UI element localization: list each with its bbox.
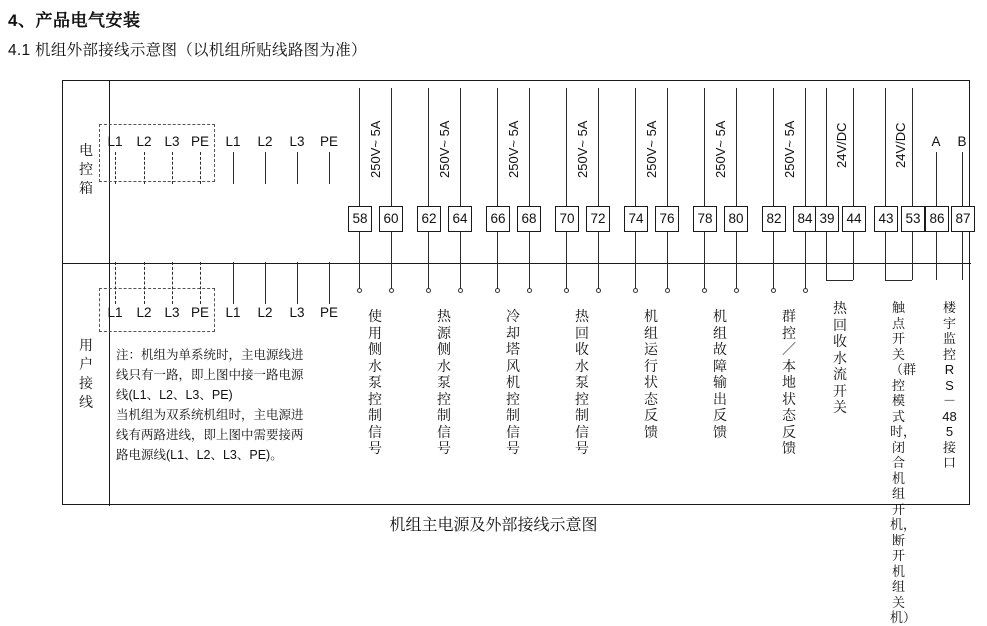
signal-rating-8: 24V/DC <box>893 122 908 168</box>
power-label-b4-top: PE <box>319 134 338 149</box>
signal-wire-7-b-lower <box>853 232 854 280</box>
bus-label-b: B <box>957 134 967 149</box>
row-label-control-box-c3: 箱 <box>79 180 93 196</box>
signal-wire-8-b-lower <box>912 232 913 280</box>
signal-wire-6-a-lower <box>773 232 774 290</box>
note-line-5: 路电源线(L1、L2、L3、PE)。 <box>116 448 283 462</box>
signal-wire-9-a <box>936 152 937 206</box>
signal-rating-3: 250V~ 5A <box>575 120 590 178</box>
signal-connector-2-a <box>495 288 500 293</box>
note-line-3: 当机组为双系统机组时，主电源进 <box>116 408 304 422</box>
signal-terminal-box-2-b: 68 <box>517 206 541 232</box>
power-wire-a2 <box>144 152 145 184</box>
signal-terminal-box-0-b: 60 <box>379 206 403 232</box>
signal-wire-4-b-lower <box>667 232 668 290</box>
signal-wire-1-a-lower <box>428 232 429 290</box>
signal-terminal-box-8-a: 43 <box>874 206 898 232</box>
signal-connector-1-a <box>426 288 431 293</box>
signal-wire-5-a <box>704 88 705 218</box>
signal-label-6: 群控／本地状态反馈 <box>782 308 796 456</box>
signal-connector-6-b <box>803 288 808 293</box>
power-wire-b3-lower <box>297 262 298 304</box>
power-label-b3-top: L3 <box>289 134 305 149</box>
signal-rating-2: 250V~ 5A <box>506 120 521 178</box>
signal-wire-0-a <box>359 88 360 218</box>
note-line-1: 线只有一路，即上图中接一路电源 <box>116 368 304 382</box>
signal-wire-6-b-lower <box>805 232 806 290</box>
signal-wire-0-a-lower <box>359 232 360 290</box>
signal-wire-6-b <box>805 88 806 218</box>
signal-wire-0-b-lower <box>391 232 392 290</box>
power-wire-b4 <box>329 152 330 184</box>
signal-terminal-box-1-b: 64 <box>448 206 472 232</box>
signal-terminal-box-4-a: 74 <box>624 206 648 232</box>
subsection-heading: 4.1 机组外部接线示意图（以机组所贴线路图为准） <box>8 42 367 59</box>
signal-wire-1-b <box>460 88 461 218</box>
figure-caption: 机组主电源及外部接线示意图 <box>389 517 598 534</box>
power-label-b1-bottom: L1 <box>225 305 241 320</box>
signal-terminal-box-0-a: 58 <box>348 206 372 232</box>
signal-wire-8-a <box>885 88 886 206</box>
signal-connector-3-a <box>564 288 569 293</box>
power-wire-b1-lower <box>233 262 234 304</box>
signal-wire-7-a <box>826 88 827 206</box>
signal-terminal-box-5-a: 78 <box>693 206 717 232</box>
power-label-b4-bottom: PE <box>319 305 338 320</box>
signal-rating-1: 250V~ 5A <box>437 120 452 178</box>
signal-terminal-box-5-b: 80 <box>724 206 748 232</box>
row-label-user-wiring-c4: 线 <box>79 394 93 410</box>
signal-wire-4-b <box>667 88 668 218</box>
signal-bridge-8 <box>885 280 912 281</box>
signal-wire-3-b <box>598 88 599 218</box>
power-wire-a4-lower <box>200 262 201 304</box>
power-label-a3-bottom: L3 <box>164 305 180 320</box>
signal-rating-5: 250V~ 5A <box>713 120 728 178</box>
power-group-a-dashed-box-top <box>99 124 215 182</box>
power-label-a4-top: PE <box>190 134 209 149</box>
signal-label-7: 热回收水流开关 <box>833 300 847 415</box>
signal-wire-1-a <box>428 88 429 218</box>
signal-wire-3-a-lower <box>566 232 567 290</box>
signal-connector-5-b <box>734 288 739 293</box>
signal-wire-9-a-lower <box>936 232 937 280</box>
signal-wire-8-a-lower <box>885 232 886 280</box>
power-label-b1-top: L1 <box>225 134 241 149</box>
signal-terminal-box-8-b: 53 <box>901 206 925 232</box>
signal-connector-0-b <box>389 288 394 293</box>
signal-connector-0-a <box>357 288 362 293</box>
power-wire-b3 <box>297 152 298 184</box>
signal-wire-3-a <box>566 88 567 218</box>
signal-connector-5-a <box>702 288 707 293</box>
signal-terminal-box-7-b: 44 <box>842 206 866 232</box>
signal-connector-3-b <box>596 288 601 293</box>
signal-wire-9-b-lower <box>962 232 963 280</box>
signal-wire-2-b-lower <box>529 232 530 290</box>
signal-terminal-box-7-a: 39 <box>815 206 839 232</box>
row-label-control-box-c1: 电 <box>79 142 93 158</box>
signal-terminal-box-3-a: 70 <box>555 206 579 232</box>
power-wire-b2 <box>265 152 266 184</box>
power-label-a2-top: L2 <box>136 134 152 149</box>
signal-wire-5-a-lower <box>704 232 705 290</box>
signal-label-0: 使用侧水泵控制信号 <box>368 308 382 456</box>
signal-connector-4-a <box>633 288 638 293</box>
signal-label-9: 楼宇监控RS－485接口 <box>942 300 957 470</box>
signal-rating-4: 250V~ 5A <box>644 120 659 178</box>
power-label-b2-bottom: L2 <box>257 305 273 320</box>
signal-wire-8-b <box>912 88 913 206</box>
power-label-b2-top: L2 <box>257 134 273 149</box>
signal-wire-2-b <box>529 88 530 218</box>
signal-terminal-box-1-a: 62 <box>417 206 441 232</box>
power-wire-a2-lower <box>144 262 145 304</box>
power-wire-b2-lower <box>265 262 266 304</box>
note-line-2: 线(L1、L2、L3、PE) <box>116 388 233 402</box>
signal-wire-9-b <box>962 152 963 206</box>
row-label-control-box-c2: 控 <box>79 161 93 177</box>
row-label-user-wiring-c1: 用 <box>79 337 93 353</box>
signal-wire-5-b <box>736 88 737 218</box>
signal-terminal-box-2-a: 66 <box>486 206 510 232</box>
power-wire-b1 <box>233 152 234 184</box>
power-label-a4-bottom: PE <box>190 305 209 320</box>
signal-wire-2-a <box>497 88 498 218</box>
signal-bridge-7 <box>826 280 853 281</box>
signal-rating-0: 250V~ 5A <box>368 120 383 178</box>
signal-wire-2-a-lower <box>497 232 498 290</box>
note-line-4: 线有两路进线，即上图中需要接两 <box>116 428 304 442</box>
signal-rating-6: 250V~ 5A <box>782 120 797 178</box>
power-wire-a3 <box>172 152 173 184</box>
signal-connector-4-b <box>665 288 670 293</box>
signal-wire-6-a <box>773 88 774 218</box>
signal-wire-4-a-lower <box>635 232 636 290</box>
power-label-a1-bottom: L1 <box>107 305 123 320</box>
power-label-a2-bottom: L2 <box>136 305 152 320</box>
signal-wire-7-b <box>853 88 854 206</box>
signal-terminal-box-4-b: 76 <box>655 206 679 232</box>
power-label-a1-top: L1 <box>107 134 123 149</box>
signal-connector-2-b <box>527 288 532 293</box>
power-label-a3-top: L3 <box>164 134 180 149</box>
signal-connector-1-b <box>458 288 463 293</box>
signal-wire-4-a <box>635 88 636 218</box>
signal-label-3: 热回收水泵控制信号 <box>575 308 589 456</box>
installation-note <box>116 345 346 465</box>
signal-connector-6-a <box>771 288 776 293</box>
signal-terminal-box-6-b: 84 <box>793 206 817 232</box>
signal-label-5: 机组故障输出反馈 <box>713 308 727 440</box>
signal-label-4: 机组运行状态反馈 <box>644 308 658 440</box>
power-wire-b4-lower <box>329 262 330 304</box>
signal-terminal-box-3-b: 72 <box>586 206 610 232</box>
power-wire-a3-lower <box>172 262 173 304</box>
signal-wire-7-a-lower <box>826 232 827 280</box>
signal-terminal-box-6-a: 82 <box>762 206 786 232</box>
signal-wire-3-b-lower <box>598 232 599 290</box>
power-wire-a4 <box>200 152 201 184</box>
signal-label-8: 触点开关（群控模式时，闭合机组开机，断开机组关机） <box>890 300 917 625</box>
row-label-user-wiring <box>63 336 109 412</box>
signal-wire-0-b <box>391 88 392 218</box>
signal-label-1: 热源侧水泵控制信号 <box>437 308 451 456</box>
power-label-b3-bottom: L3 <box>289 305 305 320</box>
bus-label-a: A <box>931 134 941 149</box>
signal-terminal-box-9-a: 86 <box>925 206 949 232</box>
signal-rating-7: 24V/DC <box>834 122 849 168</box>
signal-terminal-box-9-b: 87 <box>951 206 975 232</box>
row-label-user-wiring-c2: 户 <box>79 356 93 372</box>
signal-wire-1-b-lower <box>460 232 461 290</box>
row-label-user-wiring-c3: 接 <box>79 375 93 391</box>
power-wire-a1 <box>115 152 116 184</box>
note-line-0: 注：机组为单系统时，主电源线进 <box>116 348 304 362</box>
section-heading: 4、产品电气安装 <box>8 11 141 30</box>
power-wire-a1-lower <box>115 262 116 304</box>
signal-wire-5-b-lower <box>736 232 737 290</box>
signal-label-2: 冷却塔风机控制信号 <box>506 308 520 456</box>
